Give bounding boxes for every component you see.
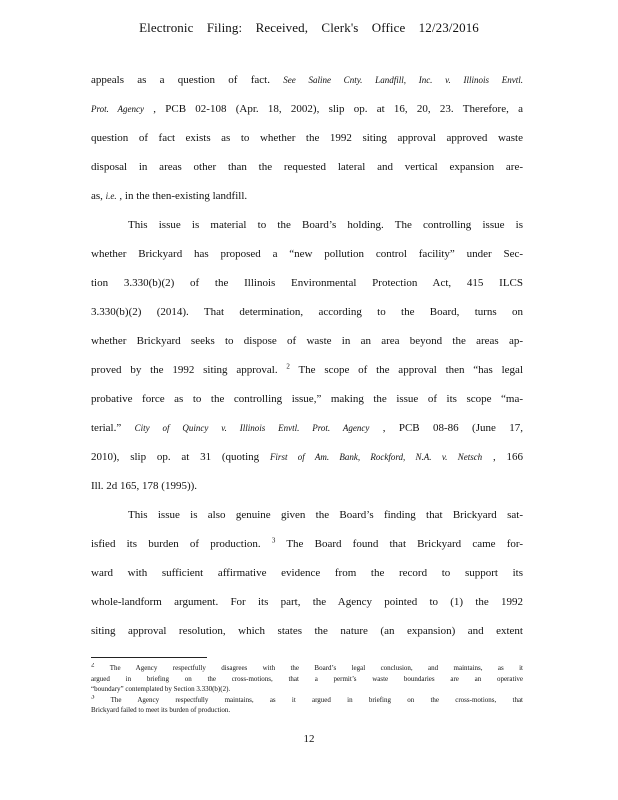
- text-line: [91, 95, 523, 124]
- text-run: terial.”: [91, 422, 135, 434]
- text-run: isfied its burden of production.: [91, 538, 272, 550]
- text-line: [91, 356, 523, 385]
- text-run: The Agency respectfully maintains, as it argued in briefing on the cross-motions, that: [94, 695, 523, 704]
- citation-text: City of Quincy v. Illinois Envtl. Prot. Agency: [134, 423, 370, 433]
- text-run: disposal in areas other than the requested lateral and vertical expansion are-: [91, 161, 523, 173]
- text-run: probative force as to the controlling issue,” making the issue of its scope “ma-: [91, 393, 523, 405]
- text-line: [91, 472, 523, 501]
- text-line: [91, 327, 523, 356]
- text-run: as,: [91, 190, 106, 202]
- text-run: argued in briefing on the cross-motions, that a permit’s waste boundaries are an operative: [91, 674, 523, 683]
- text-run: proved by the 1992 siting approval.: [91, 364, 287, 376]
- text-line: [91, 443, 523, 472]
- footnote-line: [91, 663, 523, 674]
- text-run: tion 3.330(b)(2) of the Illinois Environmental Protection Act, 415 ILCS: [91, 277, 523, 289]
- text-line: [91, 211, 523, 240]
- footnote-line: [91, 684, 523, 695]
- footnote-line: [91, 705, 523, 716]
- footnote-marker: 3: [91, 694, 95, 701]
- text-run: This issue is material to the Board’s holding. The controlling issue is: [128, 219, 523, 231]
- text-run: siting approval resolution, which states the nature (an expansion) and extent: [91, 625, 523, 637]
- text-run: Ill. 2d 165, 178 (1995)).: [91, 480, 198, 492]
- text-run: ward with sufficient affirmative evidence from the record to support its: [91, 567, 523, 579]
- page-number: 12: [303, 733, 315, 745]
- text-run: 2010), slip op. at 31 (quoting: [91, 451, 270, 463]
- text-line: [91, 414, 523, 443]
- footnote-marker: 3: [271, 536, 276, 545]
- text-line: [91, 298, 523, 327]
- text-run: whole-landform argument. For its part, the Agency pointed to (1) the 1992: [91, 596, 523, 608]
- text-line: [91, 269, 523, 298]
- text-line: [91, 530, 523, 559]
- text-line: [91, 124, 523, 153]
- text-line: [91, 559, 523, 588]
- citation-text: See Saline Cnty. Landfill, Inc. v. Illinois Envtl.: [283, 75, 523, 85]
- text-line: [91, 153, 523, 182]
- citation-text: i.e.: [105, 191, 117, 201]
- text-line: [91, 182, 523, 211]
- footnotes: [91, 663, 523, 716]
- footnote-line: [91, 695, 523, 706]
- text-line: [91, 385, 523, 414]
- text-run: The Agency respectfully disagrees with the Board’s legal conclusion, and maintains, as it: [94, 664, 523, 672]
- text-run: , in the then-existing landfill.: [116, 190, 248, 202]
- citation-text: First of Am. Bank, Rockford, N.A. v. Netsch: [269, 452, 483, 462]
- text-line: [91, 617, 523, 646]
- body-text: [91, 66, 523, 646]
- text-line: [91, 588, 523, 617]
- text-run: The Board found that Brickyard came for-: [275, 538, 523, 550]
- text-run: appeals as a question of fact.: [91, 74, 284, 86]
- text-run: whether Brickyard seeks to dispose of waste in an area beyond the areas ap-: [91, 335, 523, 347]
- text-run: This issue is also genuine given the Board’s finding that Brickyard sat-: [128, 509, 523, 521]
- filing-header: Electronic Filing: Received, Clerk's Office 12/23/2016: [139, 20, 479, 35]
- text-line: [91, 66, 523, 95]
- text-run: Brickyard failed to meet its burden of production.: [91, 706, 231, 714]
- footnote-line: [91, 674, 523, 685]
- text-run: question of fact exists as to whether the 1992 siting approval approved waste: [91, 132, 523, 144]
- footnote-marker: 2: [286, 362, 290, 371]
- text-run: The scope of the approval then “has legal: [289, 364, 523, 376]
- text-run: , PCB 08-86 (June 17,: [369, 422, 523, 434]
- footnote-rule: [91, 657, 207, 658]
- text-run: 3.330(b)(2) (2014). That determination, according to the Board, turns on: [91, 306, 523, 318]
- footnote-marker: 2: [91, 663, 95, 669]
- text-line: [91, 501, 523, 530]
- text-run: whether Brickyard has proposed a “new pollution control facility” under Sec-: [91, 248, 523, 260]
- text-run: “boundary” contemplated by Section 3.330(b)(2).: [91, 685, 231, 693]
- text-line: [91, 240, 523, 269]
- citation-text: Prot. Agency: [91, 104, 144, 114]
- text-run: , 166: [482, 451, 523, 463]
- text-run: , PCB 02-108 (Apr. 18, 2002), slip op. at 16, 20, 23. Therefore, a: [144, 103, 523, 115]
